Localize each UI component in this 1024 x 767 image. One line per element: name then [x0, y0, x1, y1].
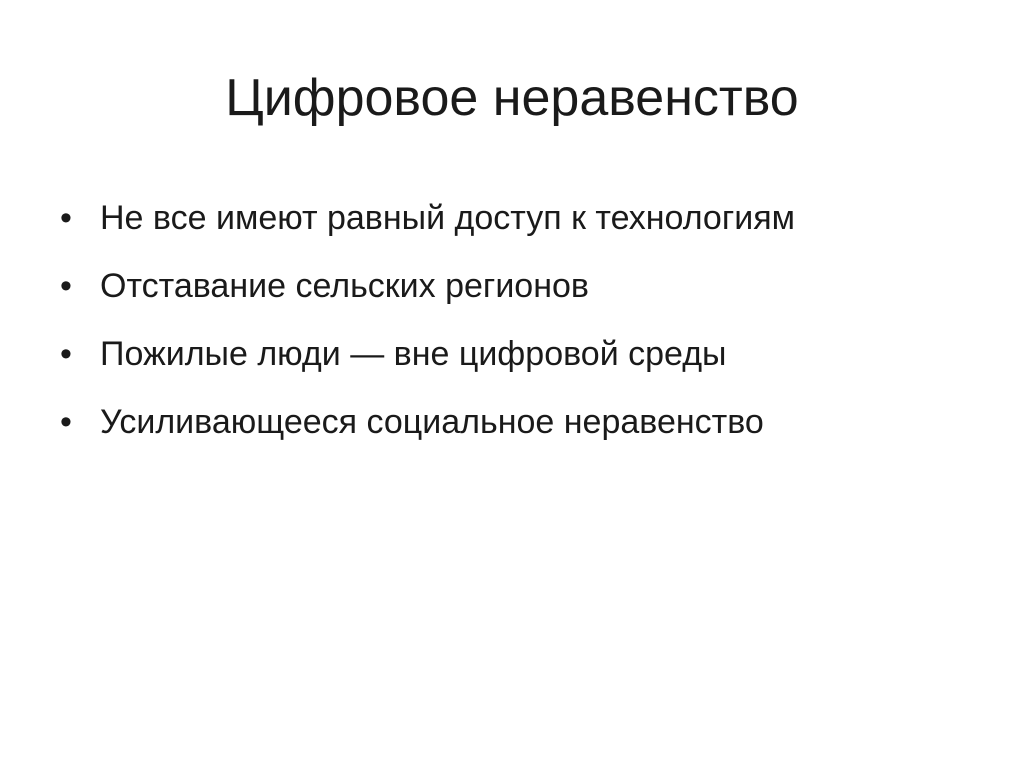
bullet-text: Отставание сельских регионов — [100, 267, 589, 305]
bullet-icon: • — [60, 267, 72, 305]
bullet-text: Усиливающееся социальное неравенство — [100, 403, 764, 441]
list-item — [60, 184, 1000, 252]
bullet-icon: • — [60, 335, 72, 373]
bullet-text: Пожилые люди — вне цифровой среды — [100, 335, 727, 373]
bullet-icon: • — [60, 403, 72, 441]
list-item — [60, 388, 1000, 456]
list-item — [60, 252, 1000, 320]
list-item — [60, 320, 1000, 388]
bullet-list — [60, 184, 1000, 456]
bullet-icon: • — [60, 199, 72, 237]
slide-title: Цифровое неравенство — [225, 69, 799, 127]
bullet-text: Не все имеют равный доступ к технологиям — [100, 199, 796, 237]
